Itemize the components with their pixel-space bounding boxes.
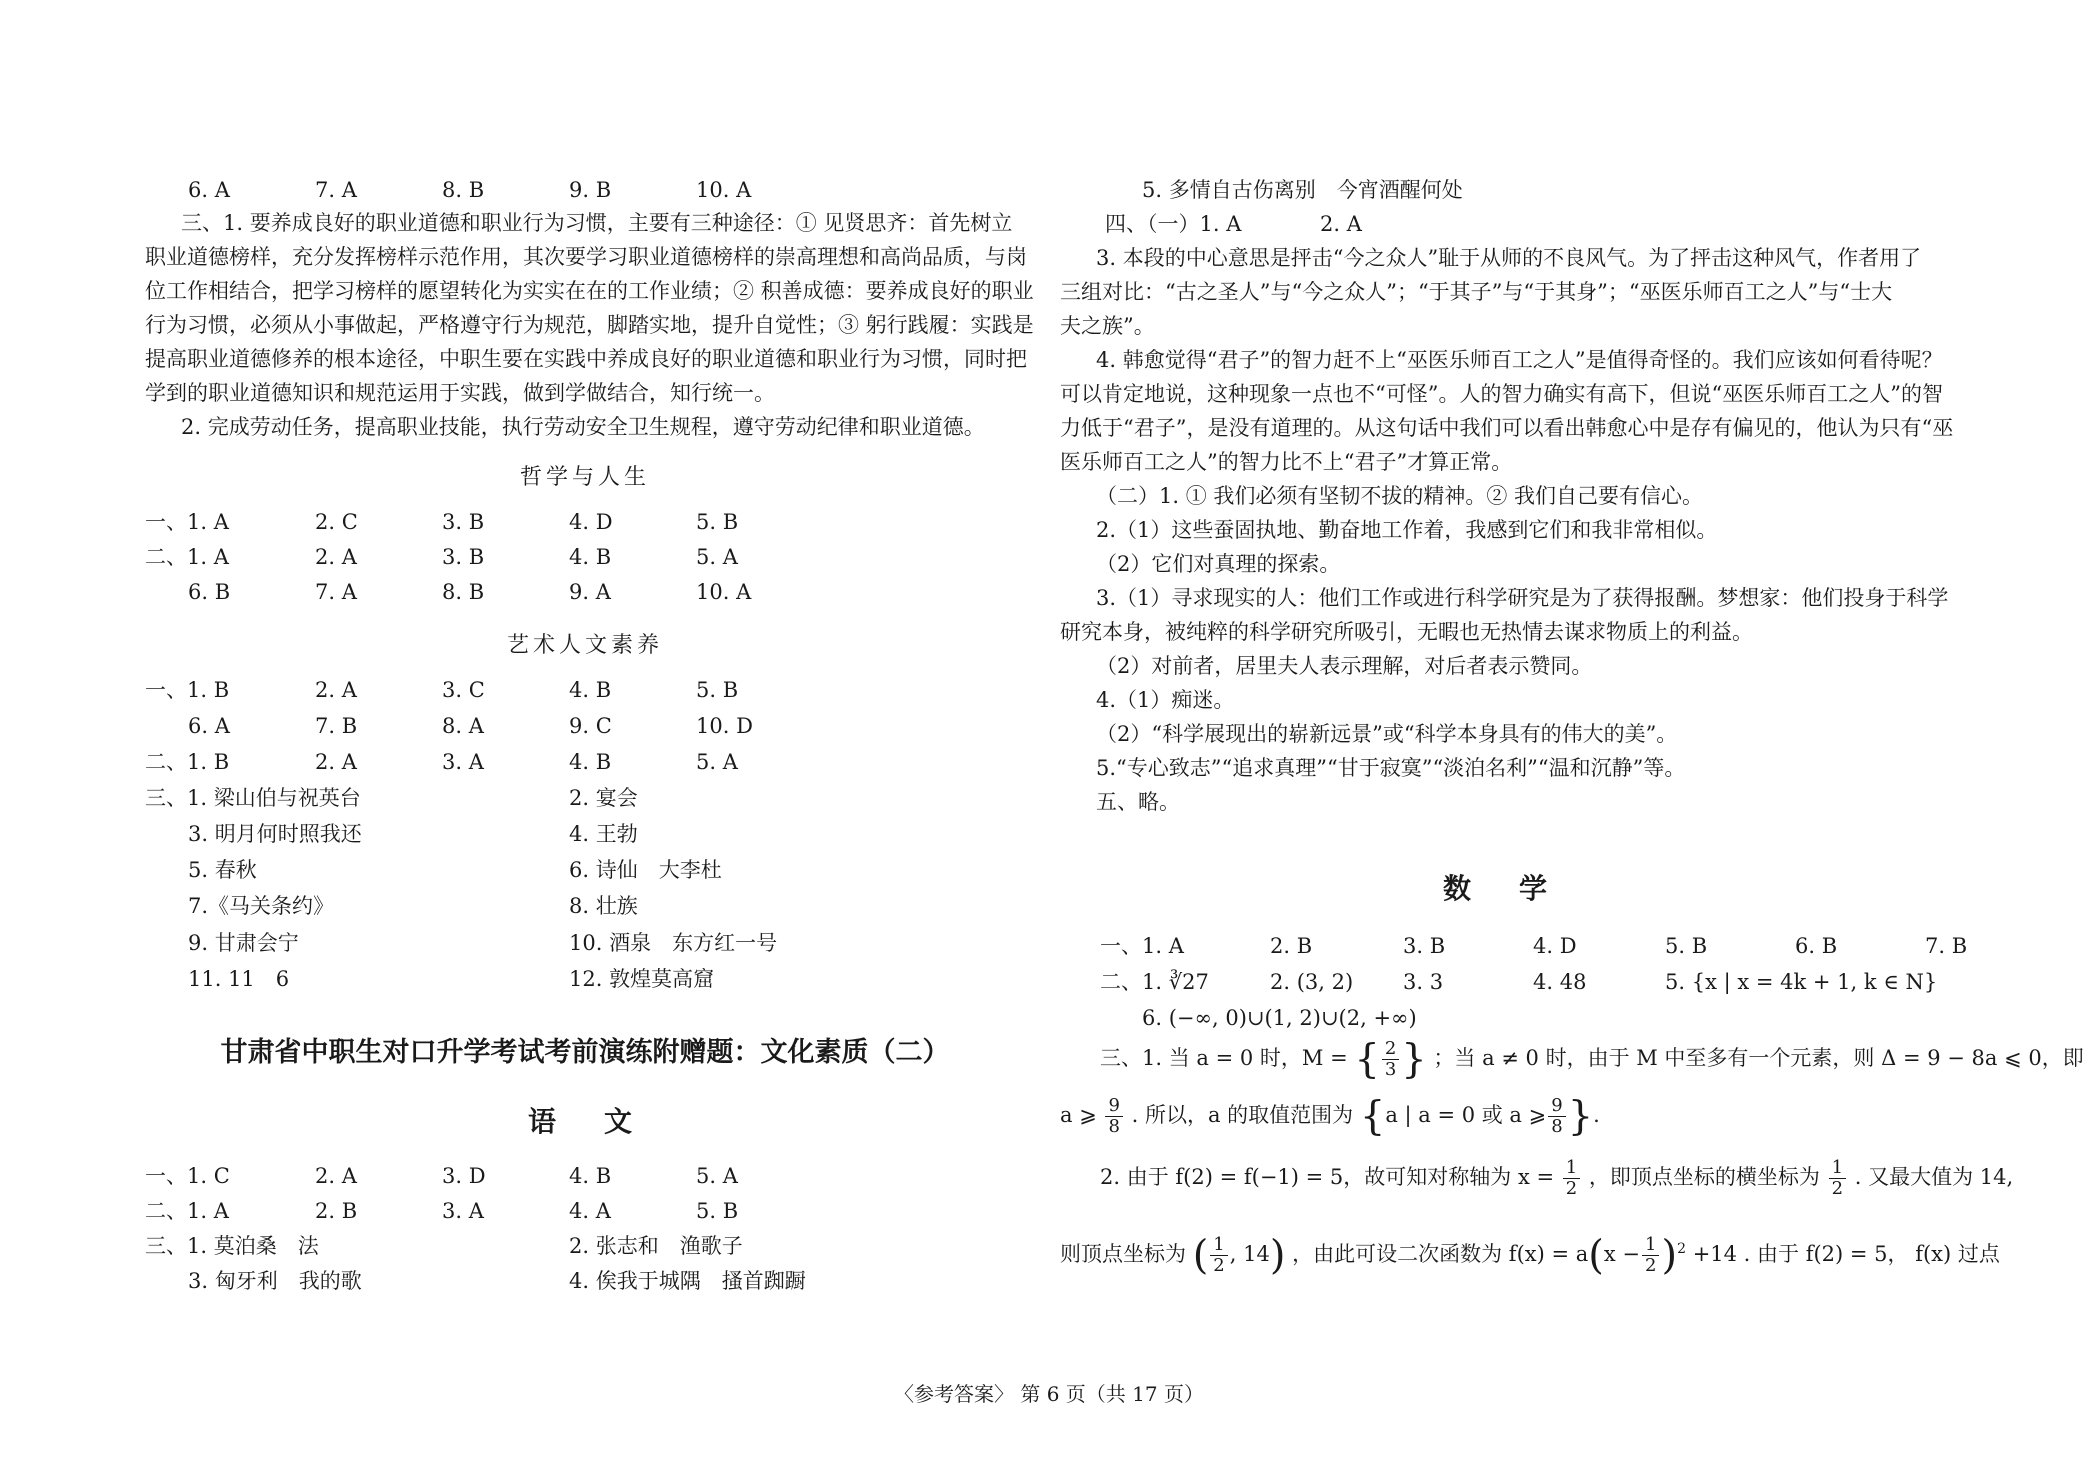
section-heading-philosophy: 哲学与人生 bbox=[519, 465, 650, 490]
fraction bbox=[1105, 1096, 1122, 1137]
brace-right: } bbox=[1401, 1036, 1427, 1083]
answer-cell: 4. 48 bbox=[1533, 970, 1587, 994]
numerator: 1 bbox=[1210, 1235, 1227, 1256]
paragraph-line: 2.（1）这些蚕固执地、勤奋地工作着，我感到它们和我非常相似。 bbox=[1096, 518, 1718, 542]
answer-cell: 2. B bbox=[1270, 934, 1313, 958]
math-line bbox=[1060, 1090, 1600, 1140]
answer-cell: 4. B bbox=[569, 545, 612, 569]
answer-cell: 4. 俟我于城隅 搔首踟蹰 bbox=[569, 1269, 806, 1293]
answer-cell: 9. A bbox=[569, 580, 611, 604]
numerator: 9 bbox=[1548, 1096, 1565, 1117]
answer-cell: 一、1. B bbox=[145, 678, 230, 702]
paragraph-line: 夫之族”。 bbox=[1060, 314, 1155, 338]
answer-cell: 9. B bbox=[569, 178, 612, 202]
exponent: 2 bbox=[1677, 1241, 1686, 1257]
math-text: ，由此可设二次函数为 f(x) = a bbox=[1292, 1242, 1589, 1266]
paren-right: ) bbox=[1269, 1232, 1286, 1279]
answer-cell: 9. C bbox=[569, 714, 612, 738]
answer-cell: 5. B bbox=[1665, 934, 1708, 958]
answer-cell: 2. A bbox=[315, 545, 357, 569]
answer-cell: 3. 明月何时照我还 bbox=[188, 822, 362, 846]
answer-cell: 11. 11 6 bbox=[188, 967, 290, 991]
math-line bbox=[1100, 1034, 2084, 1082]
math-text: ，即顶点坐标的横坐标为 bbox=[1588, 1165, 1820, 1189]
answer-cell: 2. (3, 2) bbox=[1270, 970, 1354, 994]
answer-cell: 一、1. A bbox=[145, 510, 229, 534]
answer-cell: 5. {x | x = 4k + 1, k ∈ N} bbox=[1665, 970, 1938, 994]
denominator: 8 bbox=[1551, 1116, 1563, 1137]
answer-cell: 3. D bbox=[442, 1164, 486, 1188]
answer-cell: 8. 壮族 bbox=[569, 894, 638, 918]
answer-cell: 4. B bbox=[569, 750, 612, 774]
answer-cell: 一、1. A bbox=[1100, 934, 1184, 958]
answer-cell: 7. B bbox=[315, 714, 358, 738]
fraction bbox=[1563, 1158, 1580, 1199]
answer-cell: 3. A bbox=[442, 1199, 484, 1223]
answer-cell: 7. A bbox=[315, 580, 357, 604]
answer-cell: 4. B bbox=[569, 678, 612, 702]
paragraph-line: 医乐师百工之人”的智力比不上“君子”才算正常。 bbox=[1060, 450, 1513, 474]
answer-cell: 4. B bbox=[569, 1164, 612, 1188]
answer-cell: 10. 酒泉 东方红一号 bbox=[569, 931, 778, 955]
answer-cell: 8. B bbox=[442, 580, 485, 604]
paragraph-line: 4. 韩愈觉得“君子”的智力赶不上“巫医乐师百工之人”是值得奇怪的。我们应该如何看待呢？ bbox=[1096, 348, 1943, 372]
answer-cell: 四、（一）1. A bbox=[1105, 212, 1242, 236]
answer-cell: 10. A bbox=[696, 178, 752, 202]
paragraph-line: 4.（1）痴迷。 bbox=[1096, 688, 1235, 712]
paragraph-line: 三、1. 要养成良好的职业道德和职业行为习惯，主要有三种途径：① 见贤思齐：首先树立 bbox=[181, 211, 1013, 235]
answer-cell: 7. B bbox=[1925, 934, 1968, 958]
answer-cell: 4. D bbox=[569, 510, 613, 534]
answer-cell: 2. 张志和 渔歌子 bbox=[569, 1234, 743, 1258]
paragraph-line: 三组对比：“古之圣人”与“今之众人”；“于其子”与“于其身”；“巫医乐师百工之人”与“士大 bbox=[1060, 280, 1893, 304]
answer-cell: 9. 甘肃会宁 bbox=[188, 931, 299, 955]
answer-cell: 一、1. C bbox=[145, 1164, 230, 1188]
math-text: . bbox=[1593, 1103, 1600, 1127]
numerator: 1 bbox=[1829, 1158, 1846, 1179]
answer-cell: 6. B bbox=[1795, 934, 1838, 958]
answer-cell: 5. B bbox=[696, 1199, 739, 1223]
paragraph-line: 可以肯定地说，这种现象一点也不“可怪”。人的智力确实有高下，但说“巫医乐师百工之人”的智 bbox=[1060, 382, 1943, 406]
answer-cell: 6. A bbox=[188, 714, 230, 738]
page-footer: 〈参考答案〉 第 6 页（共 17 页） bbox=[894, 1382, 1204, 1406]
answer-cell: 4. A bbox=[569, 1199, 611, 1223]
section-heading-art: 艺术人文素养 bbox=[506, 633, 663, 658]
fraction bbox=[1829, 1158, 1846, 1199]
answer-cell: 二、1. A bbox=[145, 545, 229, 569]
paragraph-line: 3.（1）寻求现实的人：他们工作或进行科学研究是为了获得报酬。梦想家：他们投身于科学 bbox=[1096, 586, 1949, 610]
paragraph-line: 研究本身，被纯粹的科学研究所吸引，无暇也无热情去谋求物质上的利益。 bbox=[1060, 620, 1753, 644]
math-text: 则顶点坐标为 bbox=[1060, 1242, 1186, 1266]
answer-cell: 3. B bbox=[442, 545, 485, 569]
answer-cell: 4. D bbox=[1533, 934, 1577, 958]
answer-cell: 6. B bbox=[188, 580, 231, 604]
answer-cell: 4. 王勃 bbox=[569, 822, 638, 846]
answer-cell: 3. B bbox=[1403, 934, 1446, 958]
answer-cell: 二、1. A bbox=[145, 1199, 229, 1223]
answer-cell: 7.《马关条约》 bbox=[188, 894, 335, 918]
paragraph-line: 学到的职业道德知识和规范运用于实践，做到学做结合，知行统一。 bbox=[145, 381, 775, 405]
brace-right: } bbox=[1567, 1093, 1594, 1140]
answer-cell: 3. 3 bbox=[1403, 970, 1444, 994]
paragraph-line: 职业道德榜样，充分发挥榜样示范作用，其次要学习职业道德榜样的崇高理想和高尚品质，与岗 bbox=[145, 245, 1027, 269]
math-text: 2. 由于 f(2) = f(−1) = 5，故可知对称轴为 x = bbox=[1100, 1165, 1555, 1189]
paragraph-line: 5. 多情自古伤离别 今宵酒醒何处 bbox=[1142, 178, 1463, 202]
section-heading-chinese: 语 文 bbox=[527, 1105, 642, 1138]
numerator: 1 bbox=[1563, 1158, 1580, 1179]
paragraph-line: 3. 本段的中心意思是抨击“今之众人”耻于从师的不良风气。为了抨击这种风气，作者用了 bbox=[1096, 246, 1922, 270]
section-heading-math: 数 学 bbox=[1442, 872, 1557, 905]
math-text: x − bbox=[1603, 1242, 1641, 1266]
answer-cell: 5. A bbox=[696, 750, 738, 774]
answer-cell: 2. B bbox=[315, 1199, 358, 1223]
answer-cell: 3. C bbox=[442, 678, 485, 702]
answer-cell: 6. A bbox=[188, 178, 230, 202]
numerator: 2 bbox=[1382, 1039, 1399, 1060]
answer-cell: 2. 宴会 bbox=[569, 786, 638, 810]
answer-cell: 3. 匈牙利 我的歌 bbox=[188, 1269, 362, 1293]
paragraph-line: 五、略。 bbox=[1096, 790, 1180, 814]
math-text: 三、1. 当 a = 0 时，M = bbox=[1100, 1046, 1348, 1070]
fraction bbox=[1642, 1235, 1659, 1276]
fraction bbox=[1210, 1235, 1227, 1276]
paragraph-line: （2）“科学展现出的崭新远景”或“科学本身具有的伟大的美”。 bbox=[1096, 722, 1678, 746]
answer-cell: 2. C bbox=[315, 510, 358, 534]
denominator: 3 bbox=[1384, 1059, 1397, 1080]
math-text: ；当 a ≠ 0 时，由于 M 中至多有一个元素，则 Δ = 9 − 8a ⩽ 0，即 bbox=[1433, 1046, 2084, 1070]
answer-cell: 三、1. 莫泊桑 法 bbox=[145, 1234, 319, 1258]
math-text: a | a = 0 或 a ⩾ bbox=[1385, 1103, 1547, 1127]
math-text: +14 . 由于 f(2) = 5， f(x) 过点 bbox=[1692, 1242, 2000, 1266]
answer-cell: 3. B bbox=[442, 510, 485, 534]
answer-cell: 5. A bbox=[696, 545, 738, 569]
denominator: 2 bbox=[1831, 1178, 1844, 1199]
answer-cell: 5. A bbox=[696, 1164, 738, 1188]
math-text: a ⩾ bbox=[1060, 1103, 1097, 1127]
answer-cell: 2. A bbox=[315, 750, 357, 774]
answer-cell: 10. D bbox=[696, 714, 753, 738]
exam-title: 甘肃省中职生对口升学考试考前演练附赠题：文化素质（二） bbox=[220, 1037, 950, 1068]
math-line bbox=[1100, 1152, 2013, 1202]
paragraph-line: 提高职业道德修养的根本途径，中职生要在实践中养成良好的职业道德和职业行为习惯，同时把 bbox=[145, 347, 1027, 371]
paragraph-line: （2）它们对真理的探索。 bbox=[1096, 552, 1341, 576]
paren-left: ( bbox=[1588, 1232, 1604, 1279]
math-line bbox=[1060, 1222, 2000, 1281]
answer-cell: 三、1. 梁山伯与祝英台 bbox=[145, 786, 361, 810]
denominator: 2 bbox=[1565, 1178, 1578, 1199]
paragraph-line: （2）对前者，居里夫人表示理解，对后者表示赞同。 bbox=[1096, 654, 1593, 678]
paragraph-line: 5.“专心致志”“追求真理”“甘于寂寞”“淡泊名利”“温和沉静”等。 bbox=[1096, 756, 1686, 780]
math-text: . 所以，a 的取值范围为 bbox=[1131, 1103, 1354, 1127]
math-line: 6. (−∞, 0)∪(1, 2)∪(2, +∞) bbox=[1142, 1006, 1417, 1030]
answer-cell: 二、1. ∛27 bbox=[1100, 970, 1209, 994]
paren-right: ) bbox=[1661, 1232, 1678, 1279]
paragraph-line: 力低于“君子”，是没有道理的。从这句话中我们可以看出韩愈心中是存有偏见的，他认为只有“巫 bbox=[1060, 416, 1954, 440]
numerator: 9 bbox=[1105, 1096, 1122, 1117]
answer-cell: 10. A bbox=[696, 580, 752, 604]
answer-cell: 二、1. B bbox=[145, 750, 230, 774]
answer-cell: 6. 诗仙 大李杜 bbox=[569, 858, 722, 882]
answer-cell: 2. A bbox=[1320, 212, 1362, 236]
answer-cell: 3. A bbox=[442, 750, 484, 774]
answer-cell: 5. B bbox=[696, 510, 739, 534]
answer-cell: 8. B bbox=[442, 178, 485, 202]
brace-left: { bbox=[1354, 1036, 1380, 1083]
paren-left: ( bbox=[1192, 1232, 1209, 1279]
denominator: 2 bbox=[1213, 1255, 1225, 1276]
math-text: , 14 bbox=[1229, 1242, 1270, 1266]
answer-cell: 2. A bbox=[315, 678, 357, 702]
answer-cell: 8. A bbox=[442, 714, 484, 738]
paragraph-line: （二）1. ① 我们必须有坚韧不拔的精神。② 我们自己要有信心。 bbox=[1096, 484, 1704, 508]
numerator: 1 bbox=[1642, 1235, 1659, 1256]
answer-cell: 12. 敦煌莫高窟 bbox=[569, 967, 715, 991]
answer-cell: 5. 春秋 bbox=[188, 858, 257, 882]
answer-cell: 5. B bbox=[696, 678, 739, 702]
paragraph-line: 行为习惯，必须从小事做起，严格遵守行为规范，脚踏实地，提升自觉性；③ 躬行践履：实践是 bbox=[145, 313, 1034, 337]
answer-cell: 7. A bbox=[315, 178, 357, 202]
paragraph-line: 位工作相结合，把学习榜样的愿望转化为实实在在的工作业绩；② 积善成德：要养成良好的职业 bbox=[145, 279, 1034, 303]
brace-left: { bbox=[1359, 1093, 1386, 1140]
fraction bbox=[1548, 1096, 1565, 1137]
paragraph-line: 2. 完成劳动任务，提高职业技能，执行劳动安全卫生规程，遵守劳动纪律和职业道德。 bbox=[181, 415, 985, 439]
answer-cell: 2. A bbox=[315, 1164, 357, 1188]
denominator: 8 bbox=[1108, 1116, 1120, 1137]
math-text: . 又最大值为 14, bbox=[1854, 1165, 2014, 1189]
denominator: 2 bbox=[1645, 1255, 1657, 1276]
fraction bbox=[1382, 1039, 1399, 1080]
